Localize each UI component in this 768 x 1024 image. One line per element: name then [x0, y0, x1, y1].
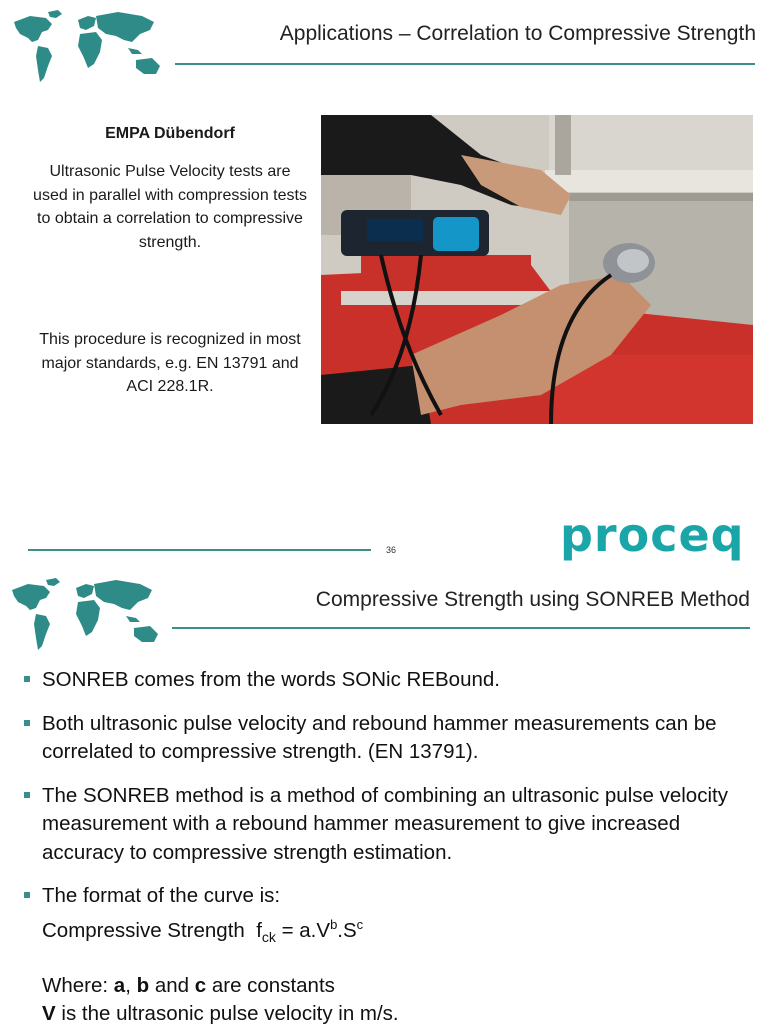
section-heading: EMPA Dübendorf	[105, 125, 235, 142]
formula	[42, 911, 762, 952]
test-photo	[321, 115, 753, 424]
formula-label: Compressive Strength	[42, 918, 245, 942]
title-rule	[175, 63, 755, 65]
world-map-icon	[6, 576, 166, 656]
bullet-item	[22, 782, 762, 868]
footer-rule	[28, 549, 371, 551]
formula-dot-s: .S	[337, 918, 357, 942]
where-suffix: are constants	[206, 974, 335, 997]
description-paragraph: Ultrasonic Pulse Velocity tests are used in parallel with compression tests to obtain a correlation to compressive strength.	[33, 163, 307, 251]
formula-sup-b: b	[330, 916, 338, 932]
formula-eq: = a.V	[275, 918, 331, 942]
where-and: and	[149, 974, 195, 997]
bullet-text: The SONREB method is a method of combining an ultrasonic pulse velocity measurement with a rebound hammer measurement to give increased accuracy to compressive strength estimation.	[42, 783, 728, 864]
formula-f: f	[256, 918, 262, 942]
bullet-marker	[24, 720, 30, 726]
slide-title: Applications – Correlation to Compressive Strength	[279, 22, 756, 45]
standards-paragraph: This procedure is recognized in most major standards, e.g. EN 13791 and ACI 228.1R.	[39, 331, 301, 395]
constant-b: b	[136, 974, 150, 997]
v-description: is the ultrasonic pulse velocity in m/s.	[55, 1002, 399, 1024]
bullet-item	[22, 882, 762, 951]
brand-logo: proceq	[560, 508, 745, 562]
slide-title: Compressive Strength using SONREB Method	[315, 588, 750, 611]
title-rule	[172, 627, 750, 629]
v-line	[42, 1000, 399, 1024]
bullet-list	[22, 666, 762, 966]
where-prefix: Where:	[42, 974, 114, 997]
bullet-marker	[24, 792, 30, 798]
world-map-logo	[8, 8, 168, 88]
slide-sonreb	[0, 572, 768, 1024]
format-intro: The format of the curve is:	[42, 884, 281, 907]
bullet-item	[22, 666, 762, 695]
constant-c: c	[194, 974, 207, 997]
formula-sup-c: c	[356, 916, 364, 932]
bullet-text: Both ultrasonic pulse velocity and rebound hammer measurements can be correlated to compressive strength. (EN 13791).	[42, 711, 717, 763]
bullet-text: SONREB comes from the words SONic REBound.	[42, 668, 500, 691]
bullet-marker	[24, 676, 30, 682]
constant-a: a	[113, 974, 126, 997]
where-sep: ,	[125, 974, 137, 997]
page-number: 36	[386, 545, 397, 555]
v-symbol: V	[42, 1002, 56, 1024]
where-line	[42, 972, 335, 1000]
formula-subscript: ck	[261, 928, 276, 945]
photo-illustration	[321, 115, 753, 424]
world-map-logo	[6, 576, 166, 656]
world-map-icon	[8, 8, 168, 88]
bullet-item	[22, 710, 762, 767]
bullet-marker	[24, 892, 30, 898]
